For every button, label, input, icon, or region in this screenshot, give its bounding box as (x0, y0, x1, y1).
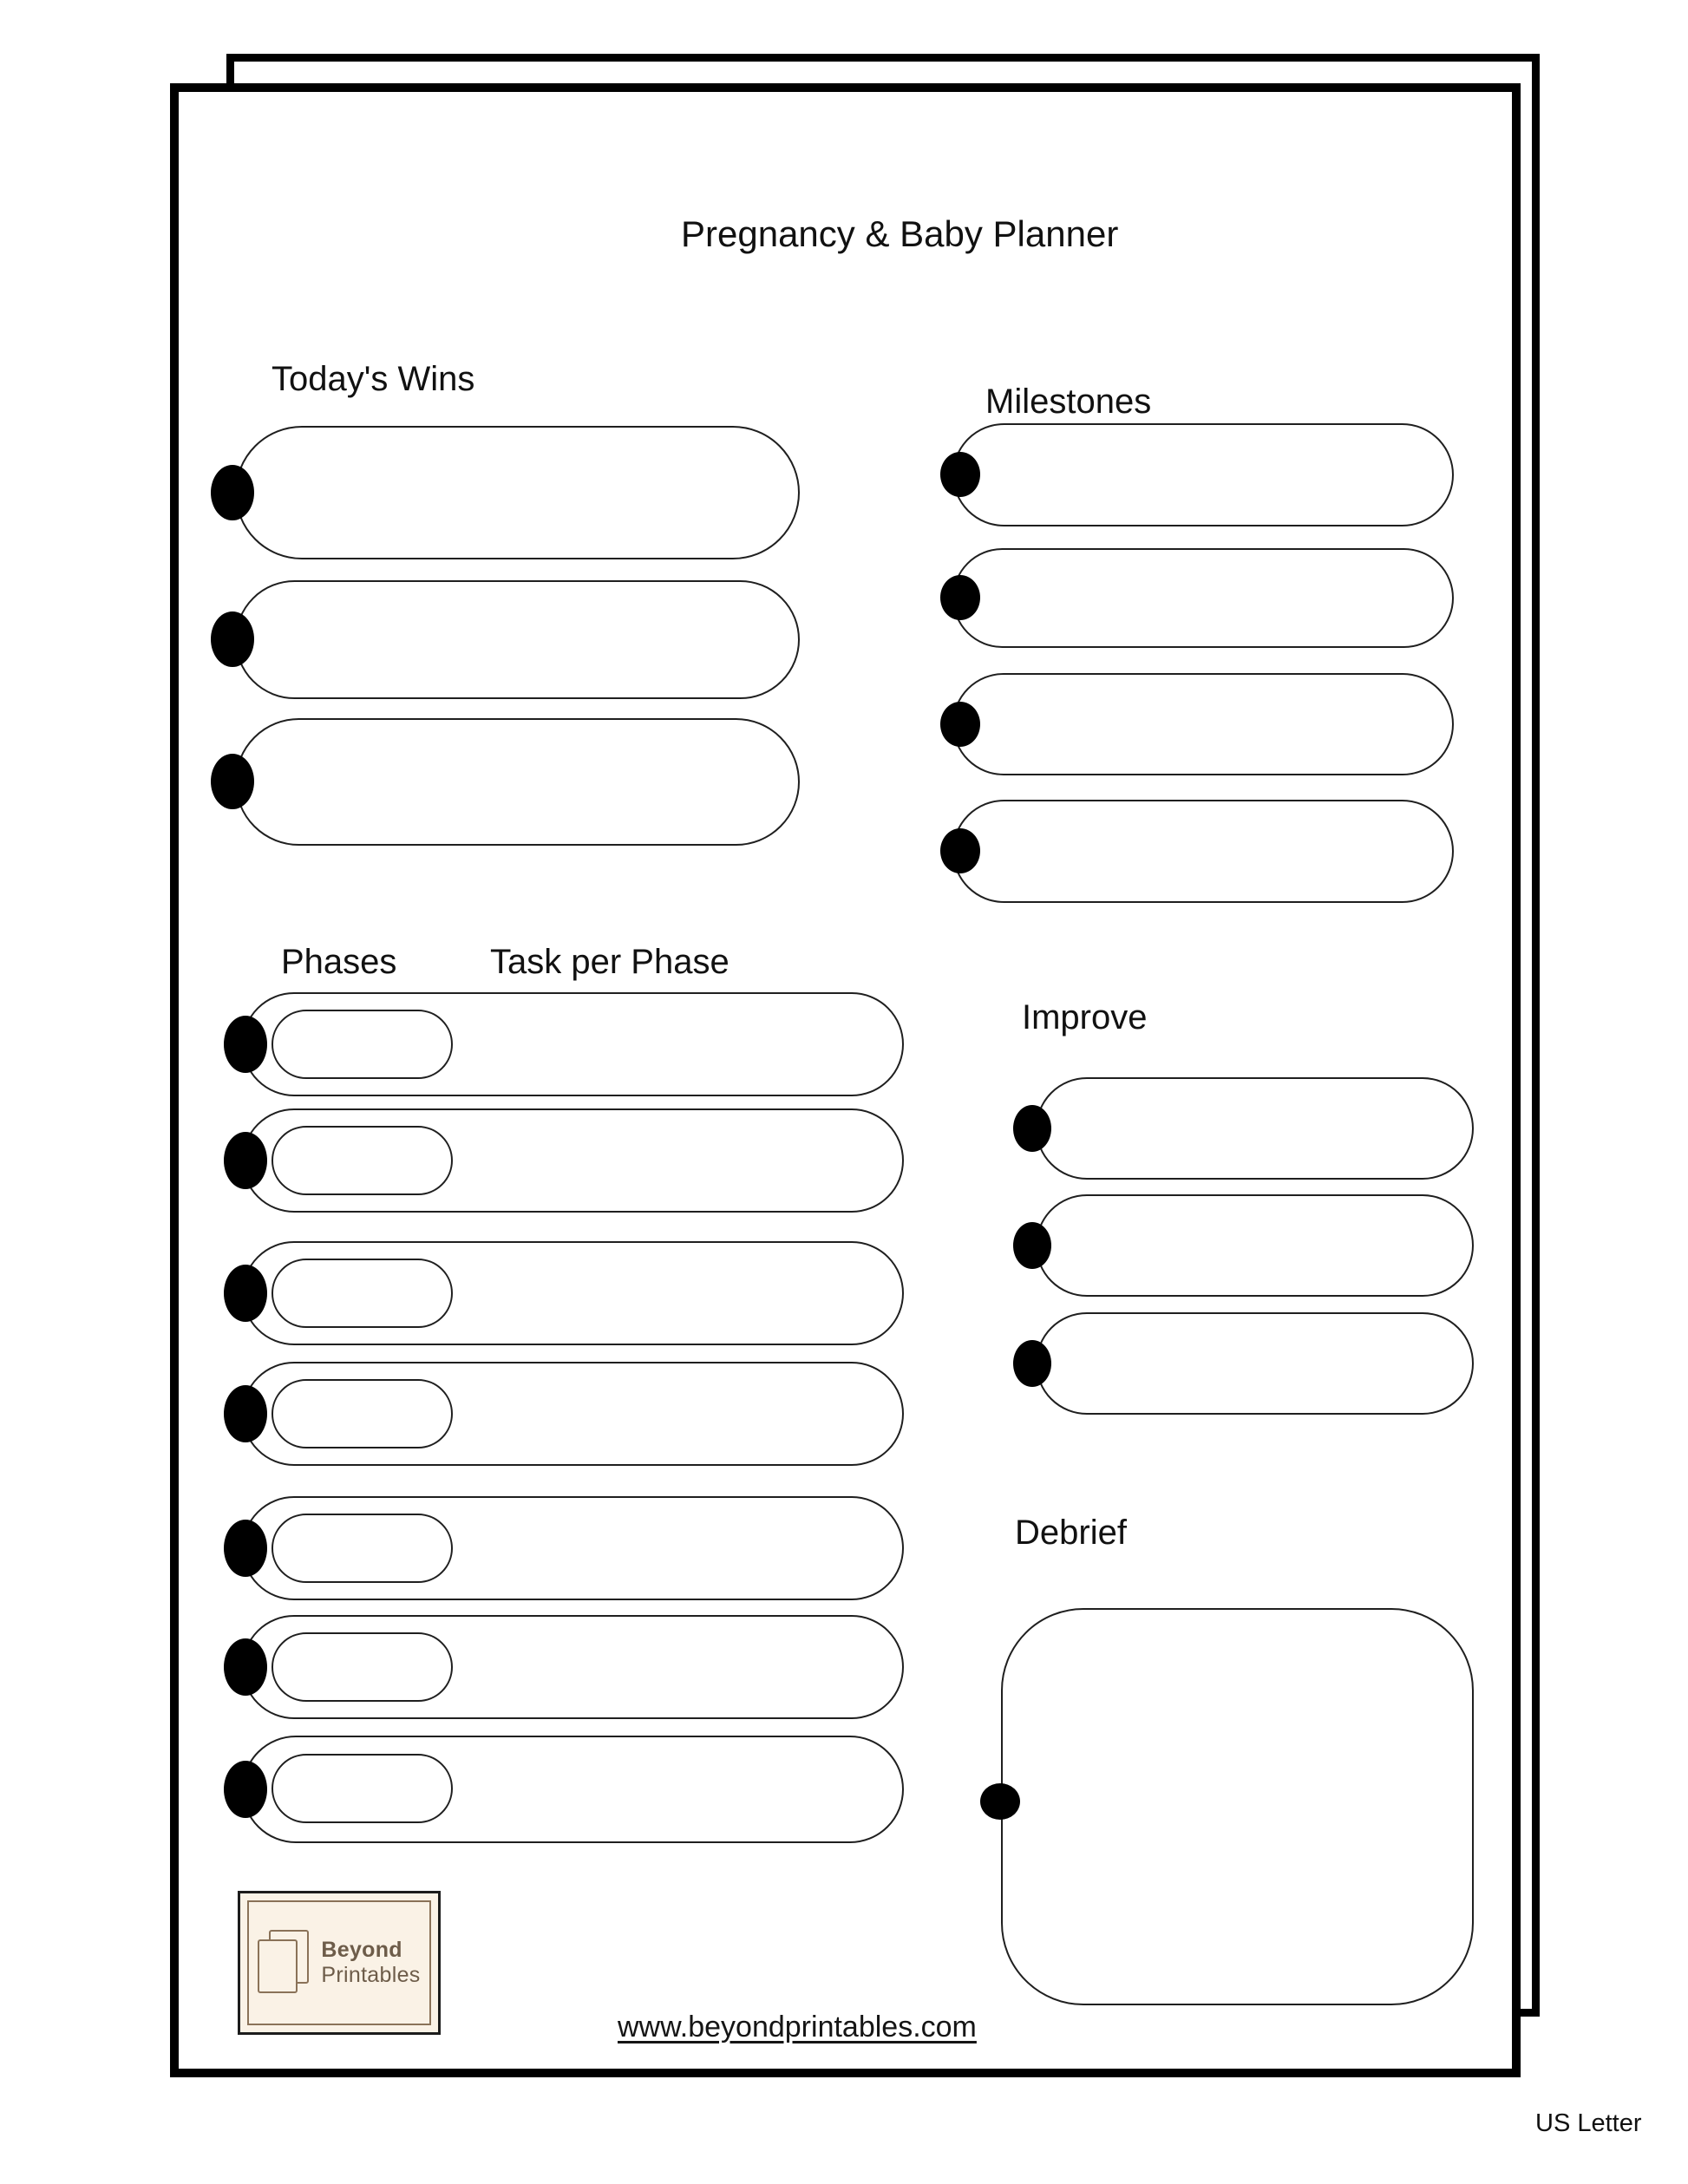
phase-name-field-7[interactable] (272, 1754, 453, 1823)
phase-name-field-2[interactable] (272, 1126, 453, 1195)
bullet-dot (224, 1520, 267, 1577)
paper-size-label: US Letter (1535, 2109, 1642, 2137)
milestones-field-2[interactable] (952, 548, 1454, 648)
todays-wins-field-3[interactable] (235, 718, 800, 846)
bullet-dot (940, 575, 980, 620)
improve-field-2[interactable] (1036, 1194, 1474, 1297)
bullet-dot (1013, 1222, 1051, 1269)
phase-name-field-3[interactable] (272, 1259, 453, 1328)
bullet-dot (211, 611, 254, 667)
phase-name-field-1[interactable] (272, 1010, 453, 1079)
brand-logo (238, 1891, 441, 2035)
todays-wins-field-1[interactable] (235, 426, 800, 559)
milestones-field-1[interactable] (952, 423, 1454, 526)
milestones-heading: Milestones (985, 383, 1152, 421)
phase-name-field-5[interactable] (272, 1514, 453, 1583)
brand-name-line1: Beyond (321, 1937, 402, 1962)
phase-name-field-6[interactable] (272, 1632, 453, 1702)
bullet-dot (211, 465, 254, 520)
milestones-field-3[interactable] (952, 673, 1454, 775)
improve-heading: Improve (1022, 998, 1148, 1036)
brand-name-line2: Printables (321, 1963, 421, 1987)
bullet-dot (224, 1132, 267, 1189)
bullet-dot (211, 754, 254, 809)
phases-heading: Phases (281, 943, 397, 981)
bullet-dot (940, 452, 980, 497)
bullet-dot (224, 1385, 267, 1442)
bullet-dot (224, 1016, 267, 1073)
bullet-dot (980, 1783, 1020, 1820)
pages-icon (258, 1930, 311, 1996)
brand-name (321, 1938, 420, 1989)
debrief-field[interactable] (1001, 1608, 1474, 2005)
bullet-dot (224, 1761, 267, 1818)
todays-wins-heading: Today's Wins (272, 360, 475, 398)
improve-field-3[interactable] (1036, 1312, 1474, 1415)
improve-field-1[interactable] (1036, 1077, 1474, 1180)
bullet-dot (224, 1265, 267, 1322)
debrief-heading: Debrief (1015, 1514, 1127, 1552)
bullet-dot (940, 702, 980, 747)
bullet-dot (940, 828, 980, 873)
bullet-dot (1013, 1340, 1051, 1387)
website-link[interactable]: www.beyondprintables.com (618, 2011, 977, 2043)
bullet-dot (1013, 1105, 1051, 1152)
milestones-field-4[interactable] (952, 800, 1454, 903)
page-title: Pregnancy & Baby Planner (681, 213, 1119, 254)
phase-name-field-4[interactable] (272, 1379, 453, 1448)
bullet-dot (224, 1638, 267, 1696)
todays-wins-field-2[interactable] (235, 580, 800, 699)
task-per-phase-heading: Task per Phase (490, 943, 730, 981)
